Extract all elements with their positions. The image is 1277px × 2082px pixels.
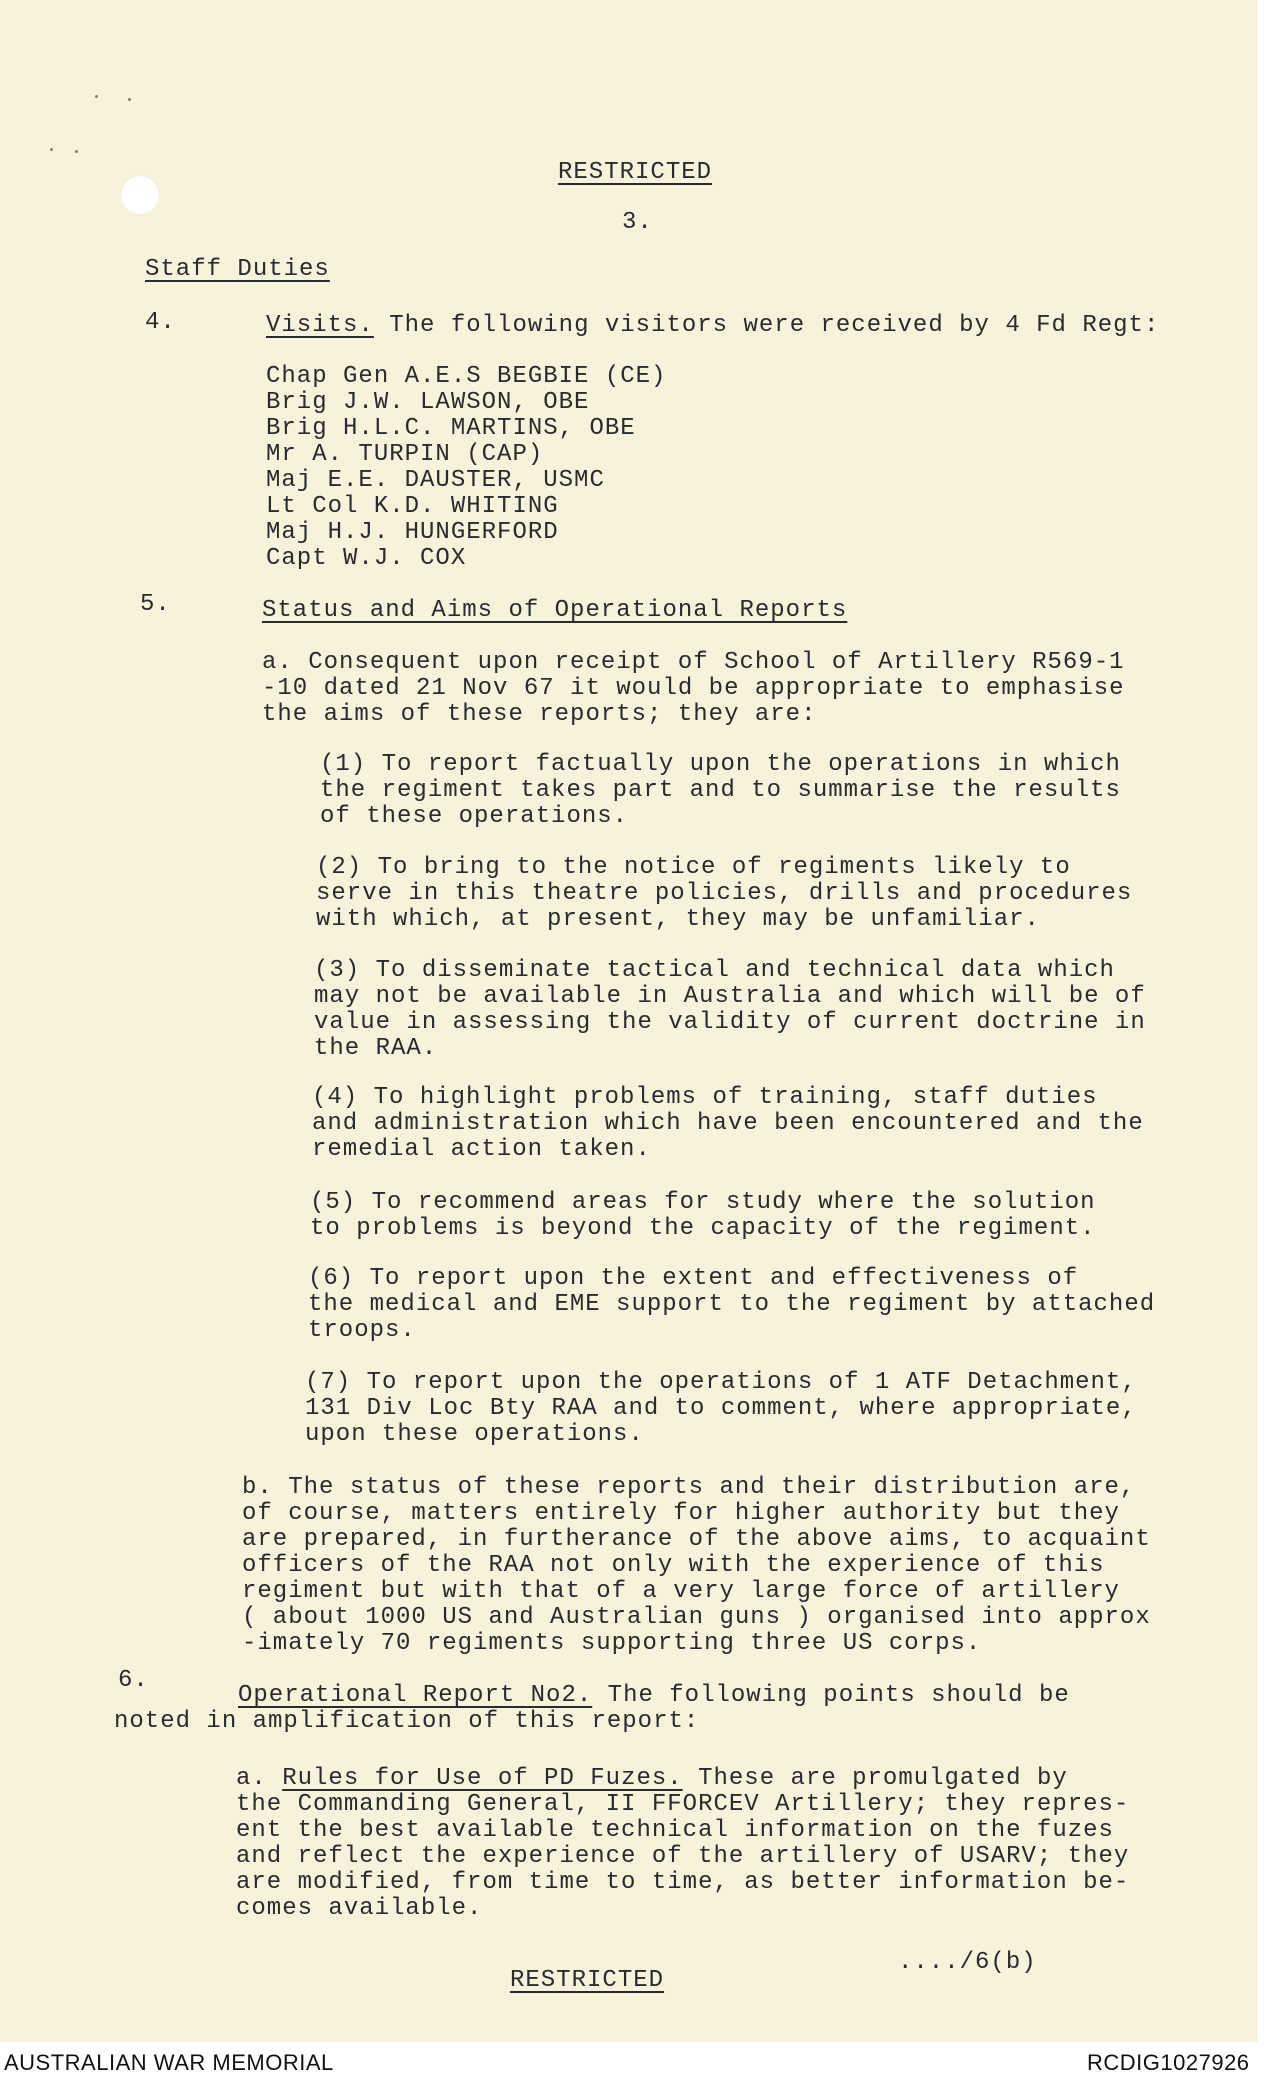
item-4-number: 4.: [145, 309, 176, 336]
paragraph-line: -imately 70 regiments supporting three US corps.: [242, 1630, 982, 1657]
paragraph-line: and administration which have been encountered and the: [312, 1110, 1144, 1137]
item-6a-text: These are promulgated by: [698, 1765, 1068, 1792]
visitor: Chap Gen A.E.S BEGBIE (CE): [266, 363, 667, 390]
classification-header: RESTRICTED: [558, 159, 713, 186]
item-4-title: Visits.: [266, 312, 374, 339]
visitor-list: [266, 364, 666, 572]
paragraph-line: ( about 1000 US and Australian guns ) organised into approx: [242, 1604, 1151, 1631]
item-4-line: [266, 313, 1159, 339]
paragraph-line: [236, 1766, 1129, 1792]
item-6-line: [238, 1683, 1070, 1709]
paragraph-line: (4) To highlight problems of training, staff duties: [312, 1084, 1098, 1111]
paragraph-line: the regiment takes part and to summarise the results: [320, 777, 1121, 804]
paragraph-line: of these operations.: [320, 803, 629, 830]
paragraph-line: regiment but with that of a very large force of artillery: [242, 1578, 1120, 1605]
visitor: Capt W.J. COX: [266, 545, 467, 572]
paragraph-line: (6) To report upon the extent and effectiveness of: [308, 1265, 1079, 1292]
paragraph-line: (7) To report upon the operations of 1 ATF Detachment,: [305, 1369, 1137, 1396]
reference-id: RCDIG1027926: [1087, 2050, 1250, 2075]
page-margin: [1258, 0, 1277, 2042]
paragraph-line: officers of the RAA not only with the experience of this: [242, 1552, 1105, 1579]
classification-footer: RESTRICTED: [510, 1967, 665, 1994]
paragraph-line: b. The status of these reports and their distribution are,: [242, 1474, 1136, 1501]
aim-2: [316, 855, 1132, 933]
continuation-marker: ..../6(b): [898, 1949, 1037, 1976]
section-heading-staff-duties: Staff Duties: [145, 256, 330, 283]
item-6a-label: a.: [236, 1765, 267, 1792]
aim-7: [305, 1370, 1137, 1448]
page-number: 3.: [622, 209, 653, 236]
punch-hole: [120, 175, 160, 215]
paragraph-line: serve in this theatre policies, drills and procedures: [316, 880, 1133, 907]
item-5-heading: Status and Aims of Operational Reports: [262, 597, 848, 624]
paragraph-line: and reflect the experience of the artillery of USARV; they: [236, 1843, 1130, 1870]
paragraph-line: comes available.: [236, 1895, 483, 1922]
speck: [128, 98, 131, 101]
paragraph-line: the medical and EME support to the regiment by attached: [308, 1291, 1156, 1318]
paragraph-line: troops.: [308, 1317, 416, 1344]
visitor: Brig H.L.C. MARTINS, OBE: [266, 415, 636, 442]
paragraph-line: (2) To bring to the notice of regiments likely to: [316, 854, 1071, 881]
paragraph-line: 131 Div Loc Bty RAA and to comment, where appropriate,: [305, 1395, 1137, 1422]
paragraph-line: (1) To report factually upon the operations in which: [320, 751, 1121, 778]
aim-4: [312, 1085, 1144, 1163]
item-6-title: Operational Report No2.: [238, 1682, 593, 1709]
paragraph-line: to problems is beyond the capacity of the regiment.: [310, 1215, 1096, 1242]
paragraph-line: value in assessing the validity of current doctrine in: [314, 1009, 1146, 1036]
item-5b-paragraph: [242, 1475, 1151, 1657]
aim-6: [308, 1266, 1155, 1344]
institution-label: AUSTRALIAN WAR MEMORIAL: [4, 2050, 334, 2075]
paragraph-line: (5) To recommend areas for study where the solution: [310, 1189, 1096, 1216]
paragraph-line: -10 dated 21 Nov 67 it would be appropriate to emphasise: [262, 675, 1125, 702]
item-4-text: The following visitors were received by 4 Fd Regt:: [389, 312, 1160, 339]
speck: [95, 95, 98, 98]
speck: [75, 150, 78, 153]
visitor: Mr A. TURPIN (CAP): [266, 441, 544, 468]
visitor: Lt Col K.D. WHITING: [266, 493, 559, 520]
paragraph-line: the Commanding General, II FFORCEV Artillery; they repres-: [236, 1791, 1130, 1818]
paragraph-line: may not be available in Australia and which will be of: [314, 983, 1146, 1010]
paragraph-line: with which, at present, they may be unfamiliar.: [316, 906, 1040, 933]
item-6a-title: Rules for Use of PD Fuzes.: [282, 1765, 683, 1792]
paragraph-line: upon these operations.: [305, 1421, 644, 1448]
aim-1: [320, 752, 1121, 830]
speck: [50, 148, 53, 151]
item-5-number: 5.: [140, 591, 171, 618]
paragraph-line: the RAA.: [314, 1035, 438, 1062]
paragraph-line: a. Consequent upon receipt of School of Artillery R569-1: [262, 649, 1125, 676]
item-6-number: 6.: [118, 1667, 149, 1694]
item-6a-paragraph: [236, 1766, 1129, 1922]
paragraph-line: (3) To disseminate tactical and technical data which: [314, 957, 1115, 984]
visitor: Maj E.E. DAUSTER, USMC: [266, 467, 605, 494]
paragraph-line: remedial action taken.: [312, 1136, 651, 1163]
visitor: Brig J.W. LAWSON, OBE: [266, 389, 590, 416]
paragraph-line: of course, matters entirely for higher authority but they: [242, 1500, 1120, 1527]
paragraph-line: the aims of these reports; they are:: [262, 701, 817, 728]
paragraph-line: are modified, from time to time, as better information be-: [236, 1869, 1130, 1896]
visitor: Maj H.J. HUNGERFORD: [266, 519, 559, 546]
aim-3: [314, 958, 1146, 1062]
item-6-line-2: noted in amplification of this report:: [114, 1708, 700, 1735]
paragraph-line: ent the best available technical information on the fuzes: [236, 1817, 1114, 1844]
item-5a-paragraph: [262, 650, 1125, 728]
item-6-text: The following points should be: [607, 1682, 1070, 1709]
aim-5: [310, 1190, 1096, 1242]
paragraph-line: are prepared, in furtherance of the above aims, to acquaint: [242, 1526, 1151, 1553]
